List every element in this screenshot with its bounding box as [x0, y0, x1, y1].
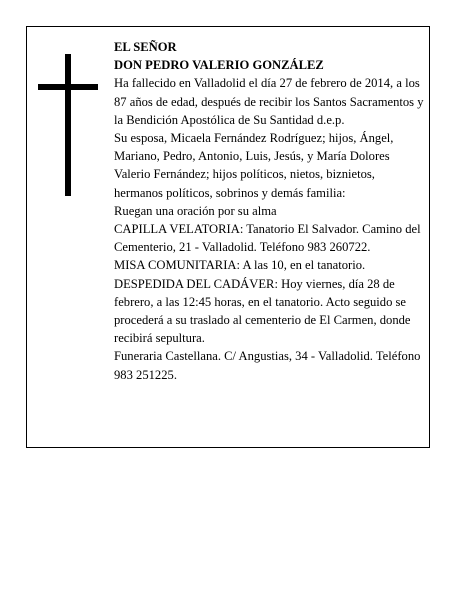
cross-icon: [65, 54, 71, 196]
deceased-name: DON PEDRO VALERIO GONZÁLEZ: [114, 58, 324, 73]
wake-chapel-info: CAPILLA VELATORIA: Tanatorio El Salvador. Camino del Cementerio, 21 - Valladolid. Teléfono 983 260722.: [114, 222, 421, 255]
notice-text: [114, 38, 426, 384]
mass-info: MISA COMUNITARIA: A las 10, en el tanatorio.: [114, 258, 366, 273]
cross-icon-arm: [38, 84, 98, 90]
farewell-info: DESPEDIDA DEL CADÁVER: Hoy viernes, día 28 de febrero, a las 12:45 horas, en el tanatorio. Acto seguido se procederá a su traslado al cementerio de El Carmen, donde recibirá sepultura.: [114, 276, 411, 346]
family-list: Su esposa, Micaela Fernández Rodríguez; hijos, Ángel, Mariano, Pedro, Antonio, Luis, Jesús, y María Dolores Valerio Fernández; hijos políticos, nietos, biznietos, hermanos políticos, sobrinos y demás familia:: [114, 131, 394, 200]
notice-title-line1: EL SEÑOR: [114, 40, 177, 54]
funeral-home-info: Funeraria Castellana. C/ Angustias, 34 - Valladolid. Teléfono 983 251225.: [114, 349, 421, 382]
death-announcement: Ha fallecido en Valladolid el día 27 de febrero de 2014, a los 87 años de edad, después de recibir los Santos Sacramentos y la Bendición Apostólica de Su Santidad d.e.p.: [114, 76, 424, 127]
prayer-request: Ruegan una oración por su alma: [114, 203, 277, 218]
